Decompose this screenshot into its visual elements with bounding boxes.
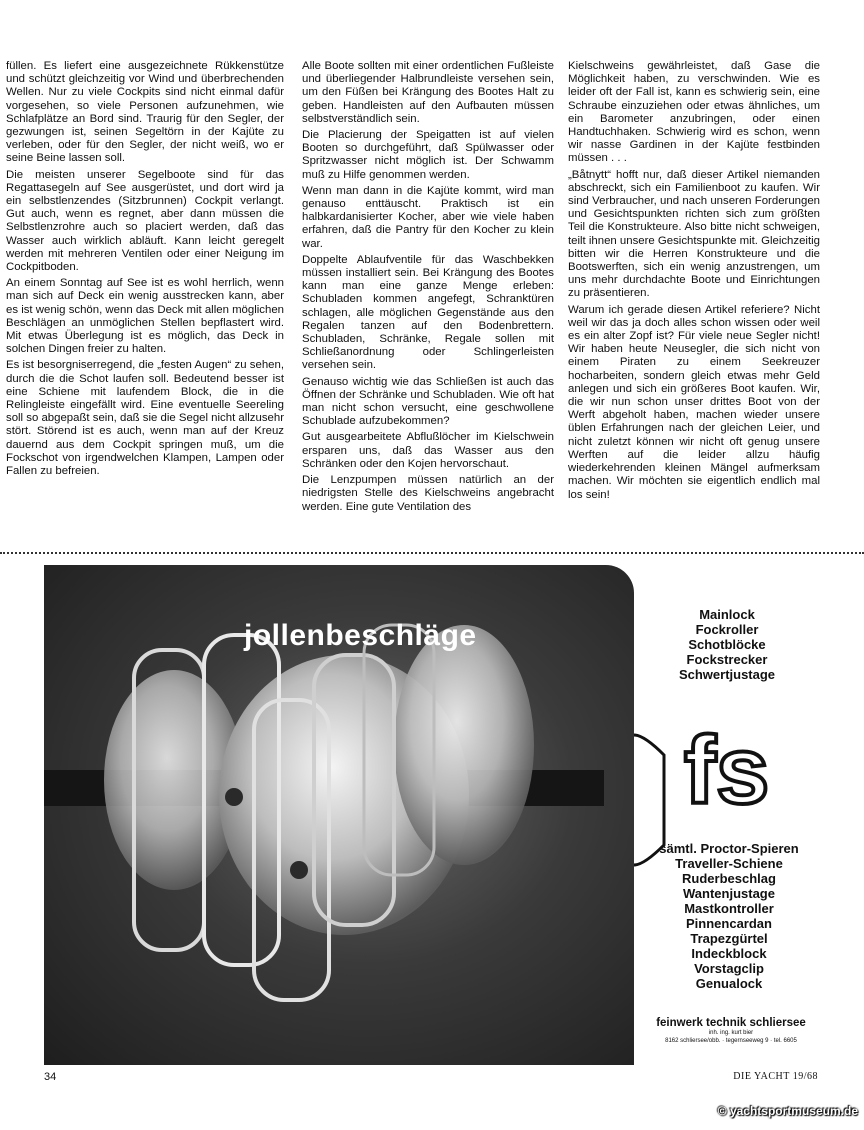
- product-item: Pinnencardan: [686, 916, 772, 931]
- paragraph: „Båtnytt“ hofft nur, daß dieser Artikel niemanden abschreckt, sich ein Familienboot zu kaufen. Wir sind Verbraucher, und nach unseren Forderungen und Gesichtspunkten richten sich zum größten Teil die Konstrukteure. Also bitte nicht schweigen, teilt ihnen unsere Gesichtspunkte mit. Gleichzeitig bitten wir die Herren Konstrukteure und die Bootswerften, sich ein wenig anzustrengen, um uns mehr durchdachte Boote und Einrichtungen zu präsentieren.: [568, 168, 820, 300]
- rivet: [225, 788, 243, 806]
- product-list-bottom: [634, 841, 824, 991]
- product-item: Mastkontroller: [684, 901, 774, 916]
- advertisement: [44, 565, 816, 1065]
- page-number: 34: [44, 1071, 57, 1083]
- paragraph: Es ist besorgniserregend, die „festen Augen“ zu sehen, durch die die Schot laufen soll. Bedeutend besser ist eine Schiene mit laufendem Block, die in die Relingleiste eingefällt wird. Eine eventuelle Seereling soll so abgepaßt sein, daß sie die Segel nicht allzusehr stört. Störend ist es auch, wenn man auf der Kreuz dauernd aus dem Cockpit springen muß, um die Fockschot von irgendwelchen Klampen, Lampen oder Fallen zu befreien.: [6, 359, 284, 478]
- paragraph: Doppelte Ablaufventile für das Waschbekken müssen installiert sein. Bei Krängung des Bootes kann man eine ganze Menge erleben: Schubladen kommen angefegt, Schranktüren schlagen, alle möglichen Gegenstände aus den Regalen tanzen auf den Bodenbrettern. Schubladen, Schränke, Regale sollen mit Schließanordnung oder Schlingerleisten versehen sein.: [302, 253, 554, 372]
- product-item: sämtl. Proctor-Spieren: [659, 841, 799, 856]
- product-item: Vorstagclip: [694, 961, 764, 976]
- product-item: Traveller-Schiene: [675, 856, 783, 871]
- product-list-top: [642, 607, 812, 682]
- company-address: 8162 schliersee/obb. · tegernseeweg 9 · tel. 6605: [665, 1038, 797, 1044]
- paragraph: Die Lenzpumpen müssen natürlich an der niedrigsten Stelle des Kielschweins angebracht werden. Eine gute Ventilation des: [302, 474, 554, 513]
- company-owner: inh. ing. kurt bier: [708, 1030, 754, 1036]
- product-item: Schotblöcke: [688, 637, 766, 652]
- watermark: © yachtsportmuseum.de: [717, 1104, 858, 1118]
- product-item: Mainlock: [699, 607, 755, 622]
- product-item: Trapezgürtel: [690, 931, 768, 946]
- product-item: Schwertjustage: [678, 667, 776, 682]
- paragraph: füllen. Es liefert eine ausgezeichnete Rükkenstütze und schützt gleichzeitig vor Wind und überbrechenden Wellen. Nur zu viele Cockpits sind nicht einmal dafür vorgesehen, so viele Personen aufzunehmen, wie Schlafplätze an Bord sind. Traurig für den Segler, der gezwungen ist, seinen Segeltörn in der Kajüte zu verleben, oder für den Segler, der nicht weiß, wo er seine Beine lassen soll.: [6, 60, 284, 165]
- article-column-1: [6, 60, 284, 481]
- article-column-3: [568, 60, 820, 505]
- paragraph: Wenn man dann in die Kajüte kommt, wird man genauso enttäuscht. Praktisch ist ein halbkardanisierter Kocher, aber wie viele haben erfahren, daß die Pantry für den Kocher zu klein war.: [302, 184, 554, 250]
- magazine-issue: DIE YACHT 19/68: [733, 1071, 818, 1082]
- product-item: Ruderbeschlag: [682, 871, 776, 886]
- rivet: [290, 861, 308, 879]
- paragraph: Genauso wichtig wie das Schließen ist auch das Öffnen der Schränke und Schubladen. Wie oft hat man nicht schon versucht, eine geschwollene Schublade aufzubekommen?: [302, 375, 554, 428]
- paragraph: Kielschweins gewährleistet, daß Gase die Möglichkeit haben, zu verschwinden. Wie es leider oft der Fall ist, kann es schwierig sein, eine Schraube einzuziehen oder etwas ähnliches, um ein Barometer anzubringen, oder einen Handtuchhaken. Schwierig wird es schon, wenn wir nasse Gardinen in der Kajüte festbinden müssen . . .: [568, 60, 820, 165]
- paragraph: An einem Sonntag auf See ist es wohl herrlich, wenn man sich auf Deck ein wenig ausstrecken kann, aber es ist wenig schön, wenn das Deck mit allen möglichen Beschlägen an unmöglichen Stellen bepflastert wird. Mit etwas Überlegung ist es möglich, das Deck in solchen Dingen freier zu halten.: [6, 277, 284, 356]
- product-item: Genualock: [695, 976, 763, 991]
- product-item: Wantenjustage: [683, 886, 775, 901]
- paragraph: Alle Boote sollten mit einer ordentlichen Fußleiste und überliegender Halbrundleiste versehen sein, um den Füßen bei Krängung des Bootes Halt zu geben. Handleisten auf den Aufbauten müssen selbstverständlich sein.: [302, 60, 554, 125]
- paragraph: Die meisten unserer Segelboote sind für das Regattasegeln auf See ausgerüstet, und dort wird ja ein selbstlenzendes (Sitzbrunnen) Cockpit verlangt. Gut auch, wenn es regnet, aber dann müssen die Selbstlenzrohre auch so placiert werden, daß das Wasser auch wirklich abläuft. Kann leicht geregelt werden mit mehreren Ventilen oder einer Neigung im Cockpitboden.: [6, 168, 284, 274]
- product-item: Fockstrecker: [686, 652, 768, 667]
- product-photo: [44, 565, 634, 1065]
- section-divider: [0, 552, 864, 554]
- sheave-right: [394, 625, 534, 865]
- paragraph: Warum ich gerade diesen Artikel referiere? Nicht weil wir das ja doch alles schon wissen oder weil es ein alter Zopf ist? Für viele neue Segler nicht! Wir haben heute Neusegler, die sich nicht von einem Piraten zu einem Seekreuzer hocharbeiten, sondern gleich etwas mehr Geld anlegen und sich ein größeres Boot kaufen. Wir, die wir nun schon unser drittes Boot von der Werft abgeholt haben, machen wieder unsere üblen Erfahrungen nach der gleichen Leier, und nicht zuletzt können wir nicht oft genug unsere Werften auf die leider allzu häufig wiederkehrenden kleinen Mängel aufmerksam machen. Wir möchten sie eigentlich endlich mal los sein!: [568, 303, 820, 501]
- ad-headline: jollenbeschläge: [244, 619, 477, 652]
- article-column-2: [302, 60, 554, 517]
- paragraph: Die Placierung der Speigatten ist auf vielen Booten so durchgeführt, daß Spülwasser oder Spritzwasser nicht möglich ist. Der Schwamm muß zu Hilfe genommen werden.: [302, 129, 554, 181]
- company-name: feinwerk technik schliersee: [656, 1017, 806, 1029]
- company-info: [640, 1017, 822, 1045]
- fs-logo: fs: [684, 717, 770, 824]
- product-item: Fockroller: [695, 622, 759, 637]
- product-item: Indeckblock: [691, 946, 767, 961]
- paragraph: Gut ausgearbeitete Abflußlöcher im Kielschwein ersparen uns, daß das Wasser aus den Schränken oder den Kojen hervorschaut.: [302, 431, 554, 470]
